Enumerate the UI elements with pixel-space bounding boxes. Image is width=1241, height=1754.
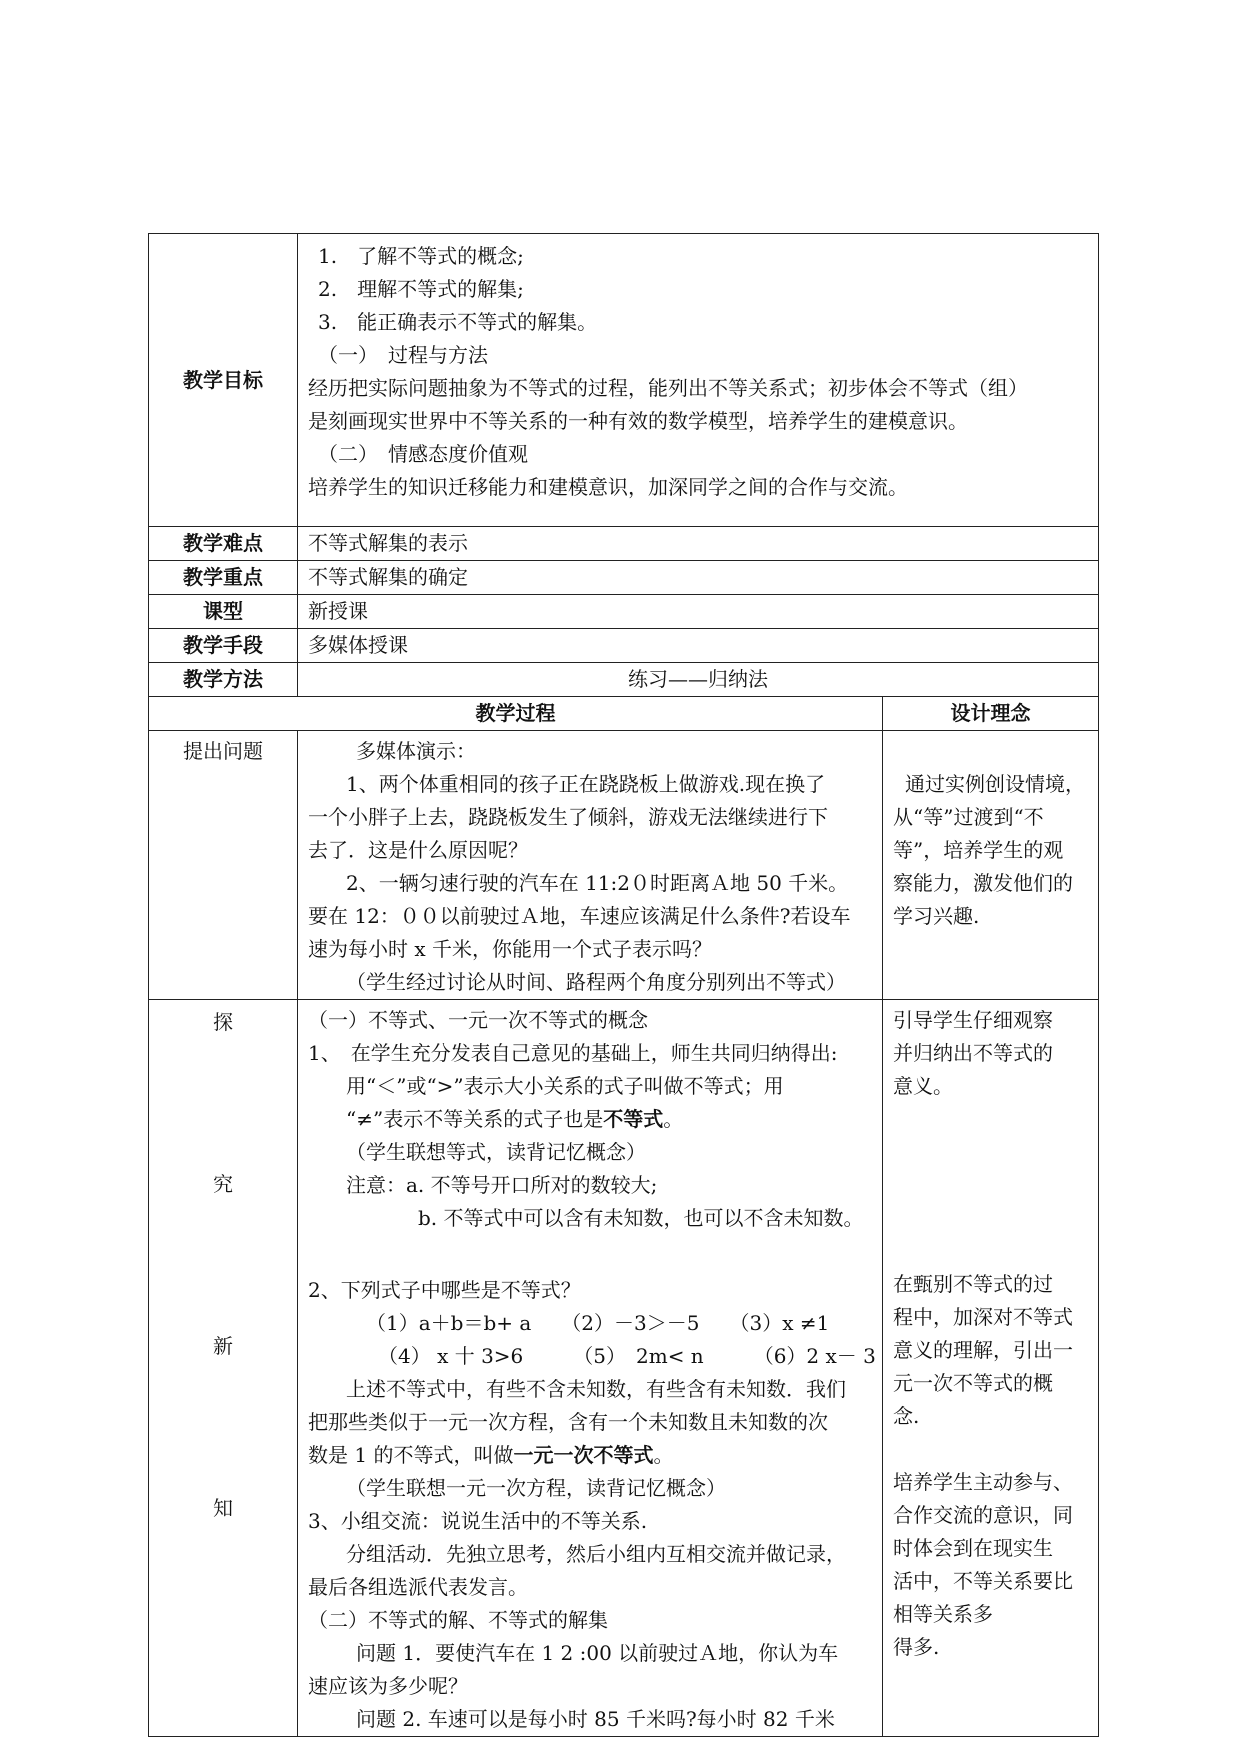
difficulty-value: 不等式解集的表示 [298, 527, 1099, 561]
key-point-label: 教学重点 [149, 561, 298, 595]
section-explore [149, 1000, 1099, 1737]
teaching-means-label: 教学手段 [149, 629, 298, 663]
difficulty-row [149, 527, 1099, 561]
section2-text: “≠”表示不等关系的式子也是 [346, 1107, 604, 1131]
difficulty-label: 教学难点 [149, 527, 298, 561]
objective-line: 培养学生的知识迁移能力和建模意识，加深同学之间的合作与交流。 [308, 475, 908, 499]
section2-line: （学生联想一元一次方程，读背记忆概念） [346, 1476, 726, 1500]
teaching-means-value: 多媒体授课 [298, 629, 1099, 663]
section1-line: 去了．这是什么原因呢？ [308, 838, 528, 862]
objective-line: 3. 能正确表示不等式的解集。 [318, 310, 598, 334]
section2-text: 。 [663, 1107, 684, 1131]
section2-line: 把那些类似于一元一次方程，含有一个未知数且未知数的次 [308, 1410, 828, 1434]
design-line: 从“等”过渡到“不 [893, 805, 1044, 829]
design-line: 念. [893, 1404, 920, 1428]
design-line: 察能力，激发他们的 [893, 871, 1073, 895]
section2-text: 。 [653, 1443, 674, 1467]
section2-line: 问题 1．要使汽车在 1 2 :00 以前驶过Ａ地，你认为车 [356, 1641, 839, 1665]
section1-line: 速为每小时 x 千米，你能用一个式子表示吗？ [308, 937, 712, 961]
section2-line: （1）a＋b＝b+ a （2）－3＞－5 （3）x ≠1 [366, 1311, 830, 1335]
objective-line: 2. 理解不等式的解集; [318, 277, 524, 301]
design-line: 在甄别不等式的过 [893, 1272, 1053, 1296]
teaching-method-value: 练习——归纳法 [298, 663, 1099, 697]
key-point-row [149, 561, 1099, 595]
section1-line: 2、一辆匀速行驶的汽车在 11:2０时距离Ａ地 50 千米。 [346, 871, 849, 895]
objective-line: 是刻画现实世界中不等关系的一种有效的数学模型，培养学生的建模意识。 [308, 409, 968, 433]
section2-label-char: 知 [213, 1496, 233, 1520]
design-line: 元一次不等式的概 [893, 1371, 1053, 1395]
objective-heading: （一） 过程与方法 [318, 343, 488, 367]
section2-label-char: 新 [213, 1334, 233, 1358]
section2-line: 速应该为多少呢？ [308, 1674, 468, 1698]
design-header: 设计理念 [883, 697, 1099, 731]
section2-line: （学生联想等式，读背记忆概念） [346, 1140, 646, 1164]
section1-content [298, 731, 883, 1000]
section2-line: 用“＜”或“>”表示大小关系的式子叫做不等式；用 [346, 1074, 784, 1098]
lesson-type-value: 新授课 [298, 595, 1099, 629]
section1-line: 一个小胖子上去，跷跷板发生了倾斜，游戏无法继续进行下 [308, 805, 828, 829]
design-line: 意义的理解，引出一 [893, 1338, 1073, 1362]
teaching-means-row [149, 629, 1099, 663]
design-line: 活中，不等关系要比 [893, 1569, 1073, 1593]
section1-line: 要在 12：００以前驶过Ａ地，车速应该满足什么条件?若设车 [308, 904, 851, 928]
section2-line: 上述不等式中，有些不含未知数，有些含有未知数．我们 [346, 1377, 846, 1401]
section1-line: 多媒体演示： [356, 739, 476, 763]
section2-label-char: 究 [213, 1172, 233, 1196]
section2-line: 3、小组交流：说说生活中的不等关系. [308, 1509, 648, 1533]
section1-line: （学生经过讨论从时间、路程两个角度分别列出不等式） [346, 970, 846, 994]
teaching-method-label: 教学方法 [149, 663, 298, 697]
section2-line: 2、下列式子中哪些是不等式？ [308, 1278, 581, 1302]
lesson-plan-table [148, 233, 1099, 1737]
objectives-row [149, 234, 1099, 527]
section1-line: 1、两个体重相同的孩子正在跷跷板上做游戏.现在换了 [346, 772, 826, 796]
section-pose-question [149, 731, 1099, 1000]
design-line: 时体会到在现实生 [893, 1536, 1053, 1560]
term-linear-inequality: 一元一次不等式 [513, 1443, 654, 1467]
section2-line: 问题 2. 车速可以是每小时 85 千米吗?每小时 82 千米 [356, 1707, 835, 1731]
design-line: 通过实例创设情境， [905, 772, 1085, 796]
section2-line: 最后各组选派代表发言。 [308, 1575, 528, 1599]
process-header-row [149, 697, 1099, 731]
section1-design [883, 731, 1099, 1000]
section2-label-char: 探 [213, 1010, 233, 1034]
section2-line: 1、 在学生充分发表自己意见的基础上，师生共同归纳得出: [308, 1041, 838, 1065]
design-line: 合作交流的意识，同 [893, 1503, 1073, 1527]
lesson-type-label: 课型 [149, 595, 298, 629]
term-inequality: 不等式 [603, 1107, 664, 1131]
design-line: 并归纳出不等式的 [893, 1041, 1053, 1065]
section1-label: 提出问题 [149, 731, 298, 1000]
section2-line: （4） x 十 3>6 （5） 2m< n （6）2 x－ 3 [378, 1344, 876, 1368]
section2-line: b. 不等式中可以含有未知数，也可以不含未知数。 [418, 1206, 864, 1230]
design-line: 培养学生主动参与、 [893, 1470, 1073, 1494]
design-line: 意义。 [893, 1074, 953, 1098]
objectives-label: 教学目标 [149, 234, 298, 527]
design-line: 得多. [893, 1635, 940, 1659]
section2-line [308, 1439, 878, 1472]
design-line: 等”，培养学生的观 [893, 838, 1064, 862]
section2-line: （一）不等式、一元一次不等式的概念 [308, 1008, 648, 1032]
design-line: 引导学生仔细观察 [893, 1008, 1053, 1032]
objectives-content [298, 234, 1099, 527]
section2-label [149, 1000, 298, 1737]
objective-line: 经历把实际问题抽象为不等式的过程，能列出不等关系式；初步体会不等式（组） [308, 376, 1028, 400]
section2-line: （二）不等式的解、不等式的解集 [308, 1608, 608, 1632]
section2-line: 注意：a. 不等号开口所对的数较大; [346, 1173, 658, 1197]
lesson-type-row [149, 595, 1099, 629]
key-point-value: 不等式解集的确定 [298, 561, 1099, 595]
teaching-method-row [149, 663, 1099, 697]
objective-line: 1. 了解不等式的概念; [318, 244, 524, 268]
section2-line: 分组活动．先独立思考，然后小组内互相交流并做记录， [346, 1542, 846, 1566]
section2-content [298, 1000, 883, 1737]
objective-heading: （二） 情感态度价值观 [318, 442, 528, 466]
design-line: 学习兴趣. [893, 904, 980, 928]
section2-text: 数是 1 的不等式，叫做 [308, 1443, 514, 1467]
design-line: 相等关系多 [893, 1602, 993, 1626]
design-line: 程中，加深对不等式 [893, 1305, 1073, 1329]
section2-design [883, 1000, 1099, 1737]
section2-line [308, 1103, 878, 1136]
process-header: 教学过程 [149, 697, 883, 731]
